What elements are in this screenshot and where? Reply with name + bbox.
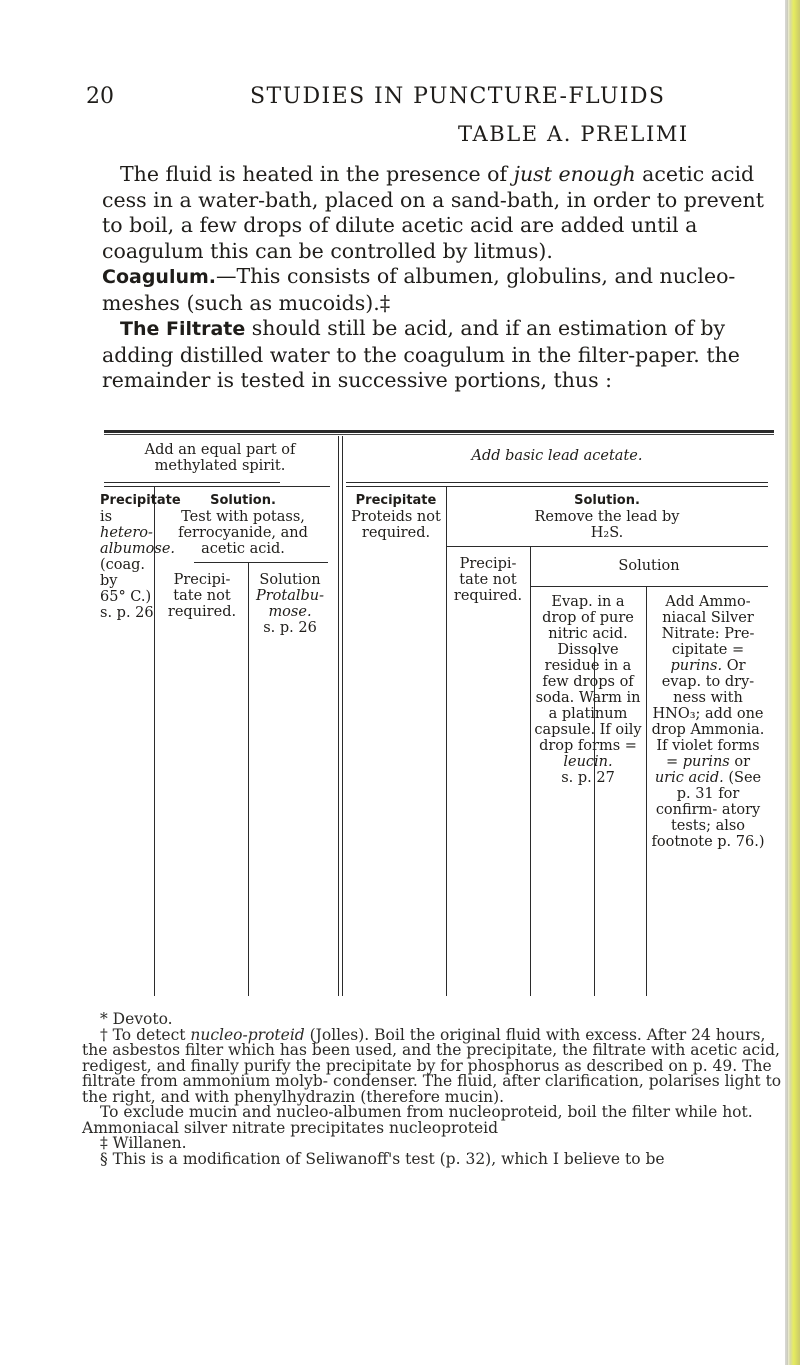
intro-paragraph-1: The fluid is heated in the presence of just enough acetic acid cess in a water-bath, placed on a sand-bath, in order to prevent to boil, a few drops of dilute acetic acid are added until a coagulum this can be controlled by litmus). (102, 162, 764, 263)
divider-f (530, 547, 531, 996)
intro-paragraph-coagulum: Coagulum.—This consists of albumen, globulins, and nucleo- meshes (such as mucoids).‡ (102, 264, 736, 315)
cell-ammoniacal-silver: Add Ammo- niacal Silver Nitrate: Pre- cipitate = purins. Or evap. to dry- ness with HNO₃; add one drop Ammonia. If violet forms = purins or uric acid. (See p. 31 for confirm- atory tests; also footnote p. 76.) (651, 594, 765, 850)
book-edge (786, 0, 800, 1365)
cell-precipitate-hetero: Precipitate is hetero- albumose. (coag. by 65° C.) s. p. 26 (100, 493, 181, 621)
footnote-devoto: * Devoto. (100, 1010, 173, 1028)
cell-solution-protalbumose: Solution Protalbu- mose. s. p. 26 (255, 572, 325, 636)
divider-main (338, 436, 339, 996)
cell-precipitate-not-required-1: Precipi- tate not required. (167, 572, 237, 620)
divider-d (446, 487, 447, 996)
footnote-willanen: ‡ Willanen. (100, 1134, 187, 1152)
cell-precipitate-not-required-2: Precipi- tate not required. (453, 556, 523, 604)
divider-h (646, 587, 647, 996)
footnotes (82, 1012, 782, 1167)
right-header-cell: Add basic lead acetate. (471, 448, 643, 464)
page-number: 20 (86, 84, 114, 109)
left-header-cell: Add an equal part of methylated spirit. (144, 442, 296, 474)
footnote-seliwanoff: § This is a modification of Seliwanoff's test (p. 32), which I believe to be (100, 1149, 665, 1168)
footnote-nucleo-proteid: † To detect nucleo-proteid (Jolles). Boil the original fluid with excess. After 24 hours, the asbestos filter which has been used, and the precipitate, the filtrate with acetic acid, redigest, and finally purify the precipitate by for phosphorus as described on p. 49. The filtrate from ammonium molyb- condenser. The fluid, after clarification, polarises light to the right, and with phenylhydrazin (therefore mucin). (82, 1025, 782, 1106)
cell-evaporation-test: Evap. in a drop of pure nitric acid. Dissolve residue in a few drops of soda. Warm in a platinum capsule. If oily drop forms = leucin. s. p. 27 (534, 594, 642, 786)
table-top-rule (104, 430, 774, 433)
rule-left-head (104, 482, 280, 483)
book-edge-shadow (785, 0, 788, 1365)
divider-a (154, 487, 155, 996)
cell-solution-remove-lead: Solution. Remove the lead by H₂S. (534, 493, 680, 541)
rule-e (446, 546, 768, 547)
intro-text (102, 162, 782, 394)
table-title: TABLE A. PRELIMI (458, 122, 689, 146)
rule-right-head (346, 482, 768, 483)
divider-main-2 (342, 436, 343, 996)
rule-left-head-2 (104, 486, 330, 487)
rule-right-head-2 (346, 486, 768, 487)
cell-solution-final: Solution (618, 558, 680, 574)
intro-paragraph-filtrate: The Filtrate should still be acid, and if an estimation of by adding distilled water to the coagulum in the filter-paper. the remainder is tested in successive portions, thus : (102, 316, 740, 392)
footnote-exclude-mucin: To exclude mucin and nucleo-albumen from nucleoproteid, boil the filter while hot. Ammoniacal silver nitrate precipitates nucleoproteid (82, 1103, 753, 1137)
table-top-rule-thin (104, 434, 774, 435)
divider-b (248, 562, 249, 996)
rule-c (194, 562, 328, 563)
cell-precipitate-proteids: Precipitate Proteids not required. (351, 493, 441, 541)
rule-g (530, 586, 768, 587)
cell-solution-potass: Solution. Test with potass, ferrocyanide, and acetic acid. (178, 493, 308, 557)
running-title: STUDIES IN PUNCTURE-FLUIDS (250, 84, 666, 109)
